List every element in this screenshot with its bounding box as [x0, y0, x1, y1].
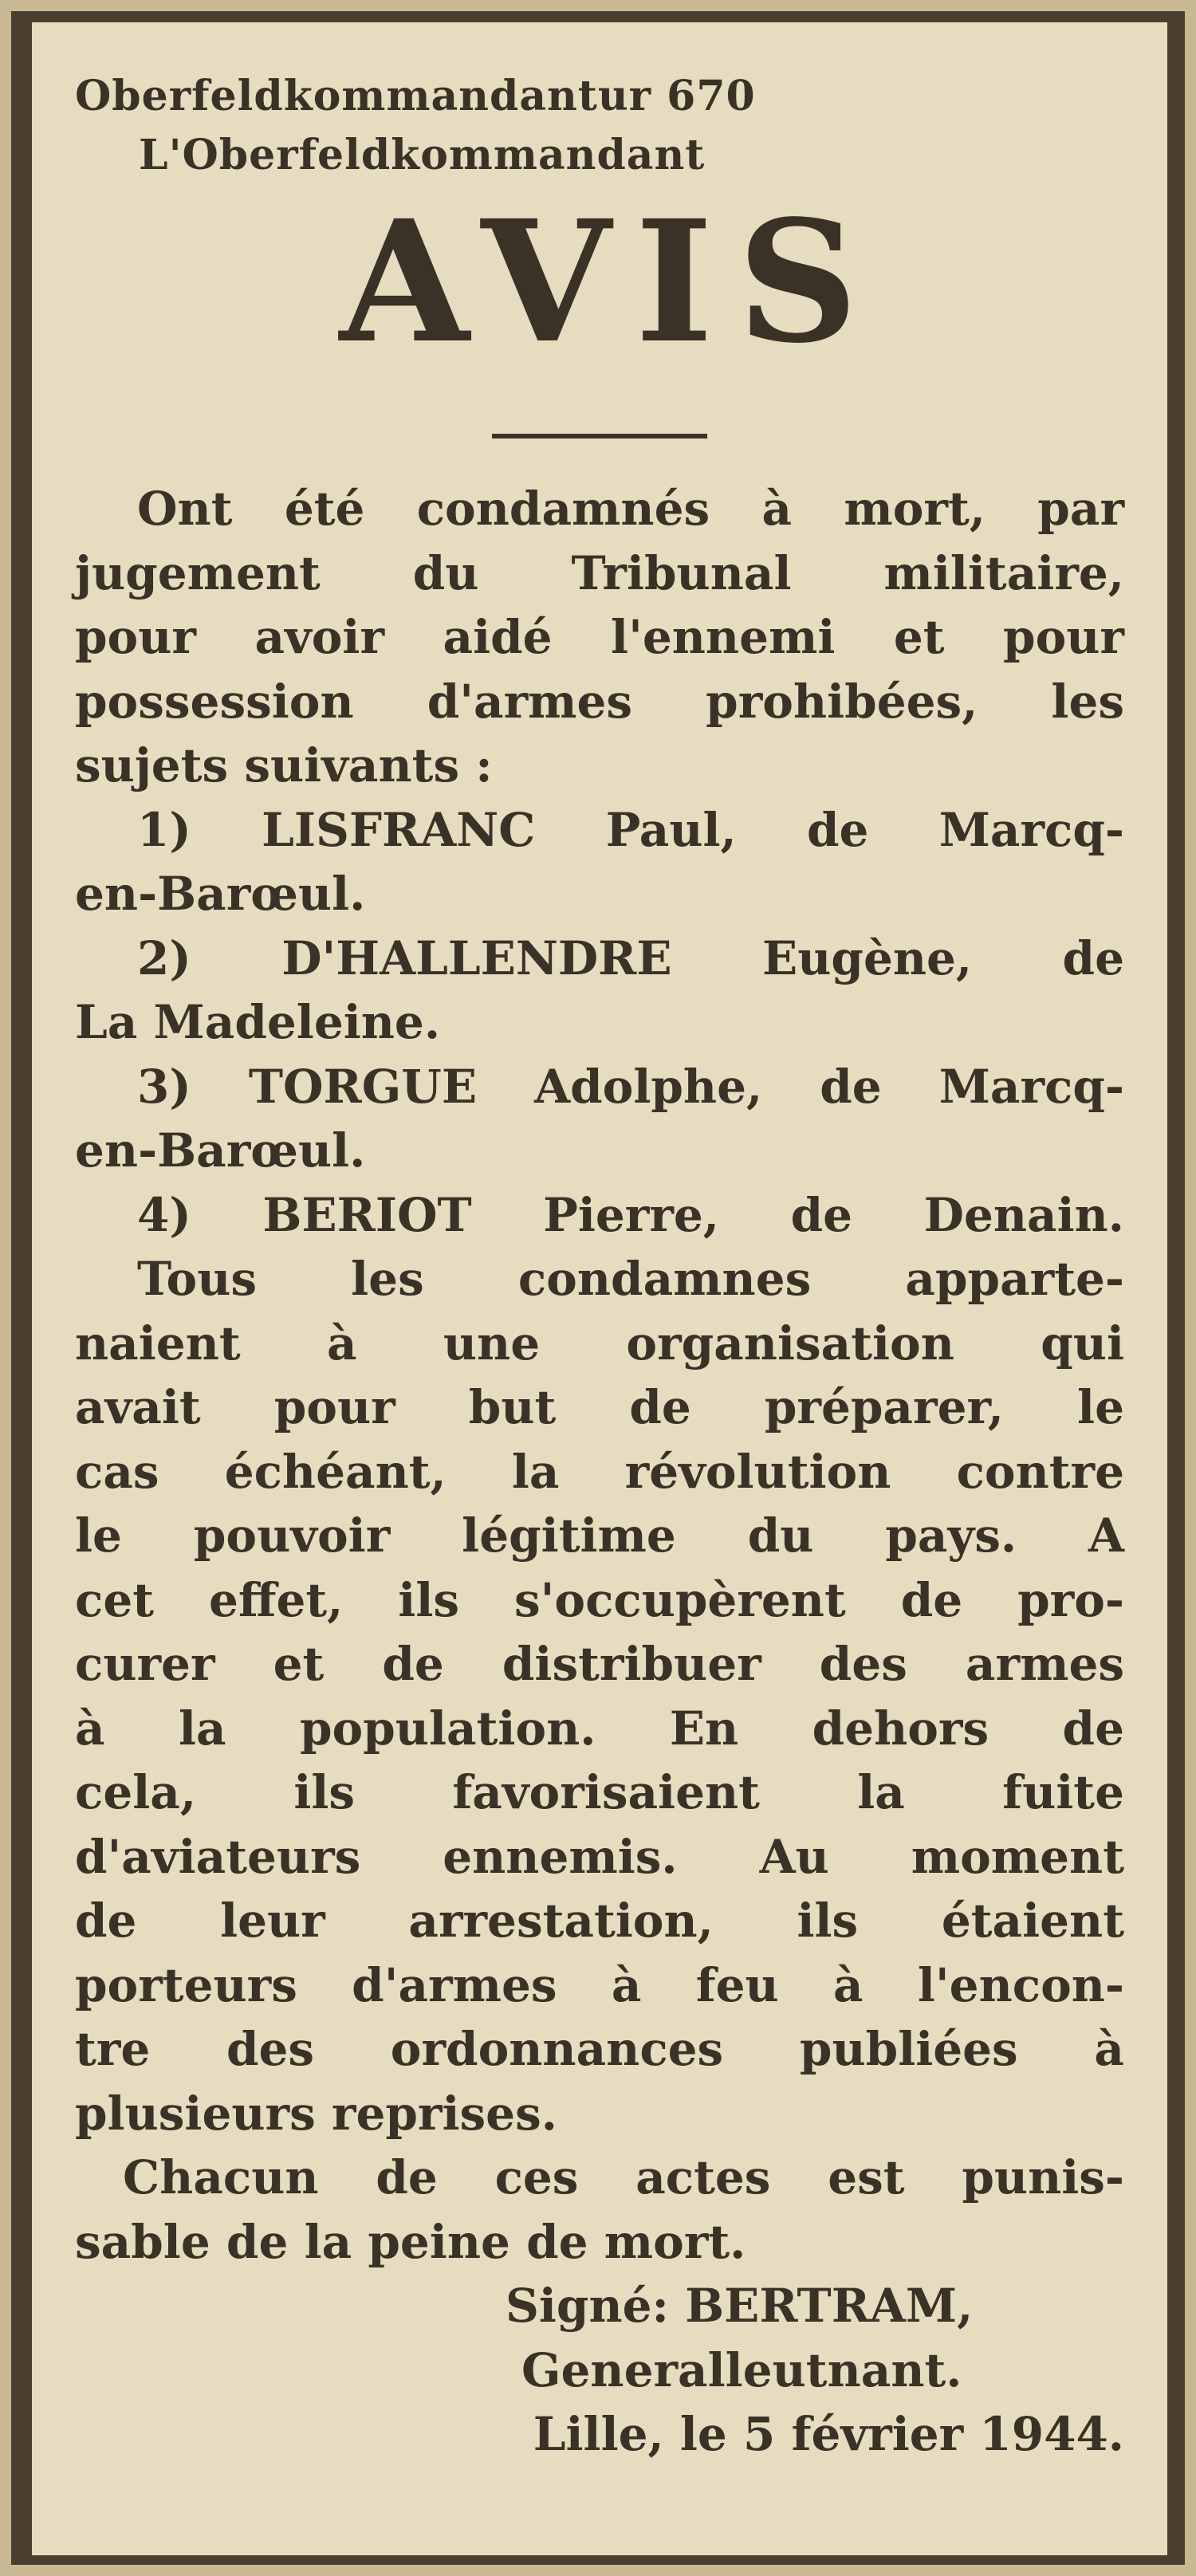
text-line: Ont été condamnés à mort, par: [137, 482, 1124, 536]
text-line: à la population. En dehors de: [75, 1701, 1124, 1756]
condemned-item: 3) TORGUE Adolphe, de Marcq-: [137, 1059, 1124, 1114]
text-line: tre des ordonnances publiées à: [75, 2022, 1124, 2076]
text-line: curer et de distribuer des armes: [75, 1637, 1124, 1691]
text-line: sable de la peine de mort.: [75, 2214, 746, 2269]
issuer-title: L'Oberfeldkommandant: [139, 131, 706, 179]
text-line: sujets suivants :: [75, 738, 493, 792]
text-line: pour avoir aidé l'ennemi et pour: [75, 610, 1124, 664]
issuer-command: Oberfeldkommandantur 670: [75, 72, 756, 120]
notice-content: [75, 22, 1124, 2555]
condemned-item-continued: en-Barœul.: [75, 867, 366, 921]
text-line: avait pour but de préparer, le: [75, 1380, 1124, 1434]
condemned-item: 2) D'HALLENDRE Eugène, de: [137, 930, 1124, 985]
text-line: Tous les condamnes apparte-: [137, 1252, 1124, 1306]
paragraph-penalty: [75, 2145, 1124, 2274]
text-line: plusieurs reprises.: [75, 2086, 557, 2141]
text-line: jugement du Tribunal militaire,: [75, 545, 1124, 600]
condemned-item-continued: en-Barœul.: [75, 1123, 366, 1178]
title-divider: [492, 434, 707, 439]
text-line: le pouvoir légitime du pays. A: [75, 1508, 1124, 1563]
condemned-item: 1) LISFRANC Paul, de Marcq-: [137, 802, 1124, 857]
notice-sheet: [11, 11, 1185, 2565]
text-line: cas échéant, la révolution contre: [75, 1444, 1124, 1499]
text-line: Chacun de ces actes est punis-: [123, 2150, 1124, 2204]
signature-block: [75, 2274, 1124, 2467]
text-line: de leur arrestation, ils étaient: [75, 1894, 1124, 1948]
condemned-item: 4) BERIOT Pierre, de Denain.: [137, 1187, 1124, 1242]
text-line: d'aviateurs ennemis. Au moment: [75, 1829, 1124, 1884]
text-line: naient à une organisation qui: [75, 1316, 1124, 1371]
text-line: possession d'armes prohibées, les: [75, 674, 1124, 729]
paragraph-sentence: [75, 477, 1124, 798]
condemned-item-continued: La Madeleine.: [75, 995, 441, 1049]
condemned-list: [75, 798, 1124, 1248]
signatory-rank: Generalleutnant.: [521, 2342, 962, 2397]
text-line: cet effet, ils s'occupèrent de pro-: [75, 1572, 1124, 1627]
issuer-header: [75, 67, 1124, 185]
place-and-date: Lille, le 5 février 1944.: [533, 2407, 1124, 2461]
notice-title: AVIS: [339, 183, 883, 380]
text-line: cela, ils favorisaient la fuite: [75, 1765, 1124, 1819]
signed-by: Signé: BERTRAM,: [506, 2279, 974, 2333]
text-line: porteurs d'armes à feu à l'encon-: [75, 1957, 1124, 2012]
paragraph-charges: [75, 1247, 1124, 2145]
